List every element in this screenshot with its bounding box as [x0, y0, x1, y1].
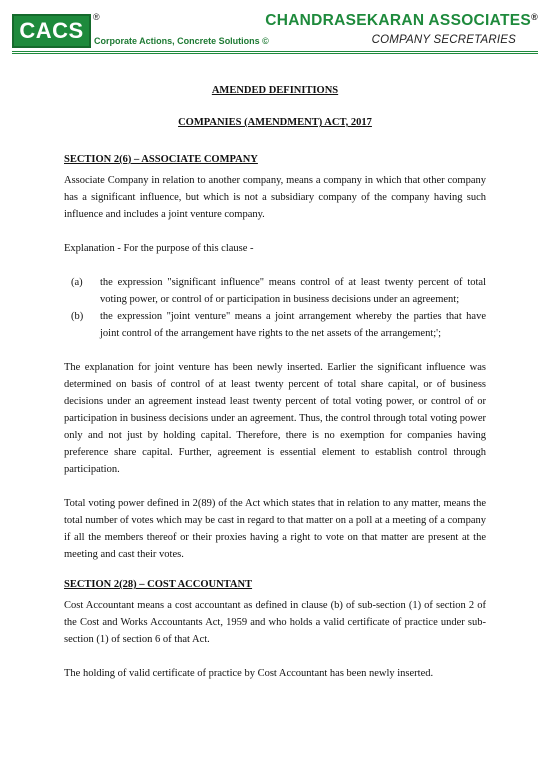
firm-registered-mark: ®	[531, 12, 538, 22]
paragraph-cost-accountant-note: The holding of valid certificate of practice by Cost Accountant has been newly inserted.	[64, 668, 434, 679]
header-rule-bottom	[12, 53, 538, 54]
paragraph-cost-accountant-definition: Cost Accountant means a cost accountant as defined in clause (b) of sub-section (1) of section 2 of the Cost and Works Accountants Act, 1959 and who holds a valid certificate of practice under sub-section (1) of section 6 of that Act.	[64, 600, 486, 645]
paragraph-associate-definition: Associate Company in relation to another company, means a company in which that other company has a significant influence, but which is not a subsidiary company of the company having such influence and includes a joint venture company.	[64, 175, 486, 220]
section-heading-cost-accountant: SECTION 2(28) – COST ACCOUNTANT	[64, 579, 253, 590]
cacs-logo	[12, 14, 91, 48]
list-item-text: the expression "joint venture" means a joint arrangement whereby the parties that have joint control of the arrangement have rights to the net assets of the arrangement;';	[100, 311, 486, 339]
firm-name	[265, 12, 538, 30]
firm-name-text: CHANDRASEKARAN ASSOCIATES	[265, 12, 532, 29]
list-item	[64, 308, 486, 342]
list-item-label: (a)	[71, 277, 83, 288]
document-subtitle: COMPANIES (AMENDMENT) ACT, 2017	[178, 117, 372, 128]
logo-text: CACS	[19, 18, 84, 43]
document-body	[64, 78, 486, 682]
paragraph-explanation: Explanation - For the purpose of this clause -	[64, 243, 254, 254]
list-item	[64, 274, 486, 308]
letterhead	[12, 12, 538, 52]
tagline: Corporate Actions, Concrete Solutions ©	[94, 36, 269, 46]
firm-subtitle: COMPANY SECRETARIES	[371, 34, 516, 46]
header-rule-top	[12, 51, 538, 52]
paragraph-total-voting-power: Total voting power defined in 2(89) of the Act which states that in relation to any matter, means the total number of votes which may be cast in regard to that matter on a poll at a meeting of a company if all the members thereof or their proxies having a right to vote on that matter are present at the meeting and cast their votes.	[64, 498, 486, 560]
logo-registered-mark: ®	[93, 12, 100, 22]
list-item-label: (b)	[71, 311, 84, 322]
explanation-list	[64, 274, 486, 342]
list-item-text: the expression "significant influence" means control of at least twenty percent of total voting power, or control of or participation in business decisions under an agreement;	[100, 277, 486, 305]
document-title: AMENDED DEFINITIONS	[211, 85, 339, 96]
section-heading-associate-company: SECTION 2(6) – ASSOCIATE COMPANY	[64, 154, 258, 165]
paragraph-joint-venture-note: The explanation for joint venture has been newly inserted. Earlier the significant influence was determined on basis of control of at least twenty percent of total share capital, or of business decisions under an agreement instead least twenty percent of total voting power, or control of or participation in business decisions under an agreement. Thus, the control through total voting power only and not just by holding capital. Therefore, there is no exemption for companies having preference share capital. Further, agreement is essential element to establish control through participation.	[64, 362, 486, 475]
